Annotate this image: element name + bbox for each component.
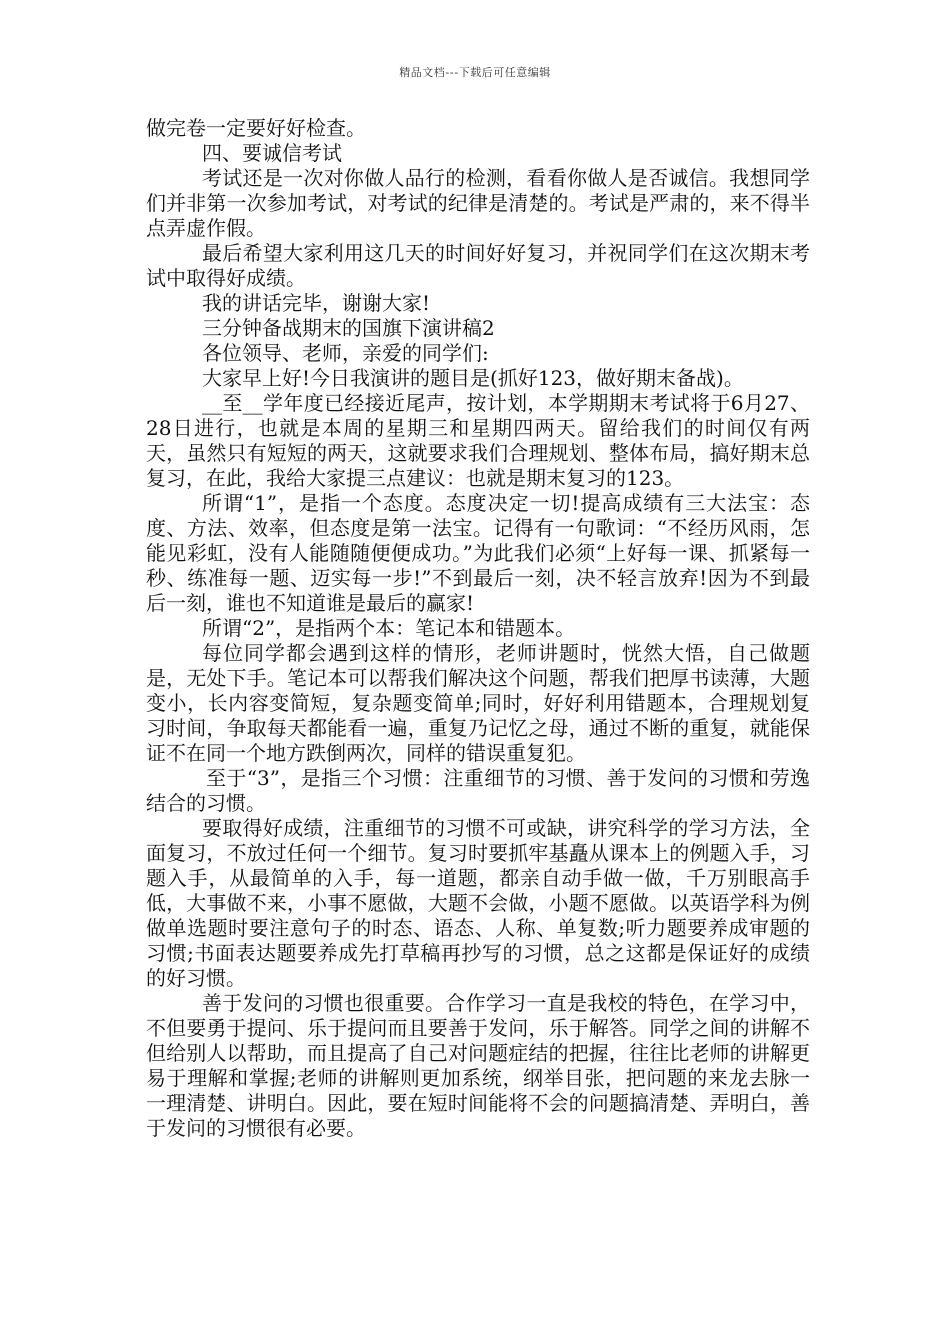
paragraph: 我的讲话完毕，谢谢大家!: [202, 291, 431, 315]
page-header: 精品文档---下载后可任意编辑: [399, 66, 551, 79]
paragraph: 大家早上好!今日我演讲的题目是(抓好123，做好期末备战)。: [202, 366, 744, 390]
paragraph: 四、要诚信考试: [202, 141, 342, 165]
paragraph: 善于发问的习惯也很重要。合作学习一直是我校的特色，在学习中，不但要勇于提问、乐于提问而且要善于发问，乐于解答。同学之间的讲解不但给别人以帮助，而且提高了自己对问题症结的把握，往往比老师的讲解更易于理解和掌握;老师的讲解则更加系统，纲举目张，把问题的来龙去脉一一理清楚、讲明白。因此，要在短时间能将不会的问题搞清楚、弄明白，善于发问的习惯很有必要。: [146, 991, 810, 1140]
paragraph: 至于“3”，是指三个习惯：注重细节的习惯、善于发问的习惯和劳逸结合的习惯。: [146, 766, 810, 815]
paragraph: 做完卷一定要好好检查。: [146, 116, 366, 140]
paragraph: 所谓“1”，是指一个态度。态度决定一切!提高成绩有三大法宝：态度、方法、效率，但态度是第一法宝。记得有一句歌词：“不经历风雨，怎能见彩虹，没有人能随随便便成功。”为此我们必须“上好每一课、抓紧每一秒、练准每一题、迈实每一步!”不到最后一刻，决不轻言放弃!因为不到最后一刻，谁也不知道谁是最后的赢家!: [146, 491, 810, 615]
paragraph: 所谓“2”，是指两个本：笔记本和错题本。: [202, 616, 576, 640]
paragraph: 要取得好成绩，注重细节的习惯不可或缺，讲究科学的学习方法，全面复习，不放过任何一个细节。复习时要抓牢基矗从课本上的例题入手，习题入手，从最简单的入手，每一道题，都亲自动手做一做，千万别眼高手低，大事做不来，小事不愿做，大题不会做，小题不愿做。以英语学科为例做单选题时要注意句子的时态、语态、人称、单复数;听力题要养成审题的习惯;书面表达题要养成先打草稿再抄写的习惯，总之这都是保证好的成绩的好习惯。: [146, 816, 810, 990]
paragraph: 最后希望大家利用这几天的时间好好复习，并祝同学们在这次期末考试中取得好成绩。: [146, 241, 810, 290]
paragraph: 考试还是一次对你做人品行的检测，看看你做人是否诚信。我想同学们并非第一次参加考试，对考试的纪律是清楚的。考试是严肃的，来不得半点弄虚作假。: [146, 166, 810, 240]
section-heading: 三分钟备战期末的国旗下演讲稿2: [202, 316, 495, 340]
paragraph: 每位同学都会遇到这样的情形，老师讲题时，恍然大悟，自己做题是，无处下手。笔记本可以帮我们解决这个问题，帮我们把厚书读薄，大题变小，长内容变简短，复杂题变简单;同时，好好利用错题本，合理规划复习时间，争取每天都能看一遍，重复乃记忆之母，通过不断的重复，就能保证不在同一个地方跌倒两次，同样的错误重复犯。: [146, 641, 810, 765]
paragraph: __至__学年度已经接近尾声，按计划，本学期期末考试将于6月27、28日进行，也就是本周的星期三和星期四两天。留给我们的时间仅有两天，虽然只有短短的两天，这就要求我们合理规划、整体布局，搞好期末总复习，在此，我给大家提三点建议：也就是期末复习的123。: [146, 391, 810, 490]
paragraph: 各位领导、老师，亲爱的同学们:: [202, 341, 489, 365]
document-body: [146, 116, 810, 1141]
